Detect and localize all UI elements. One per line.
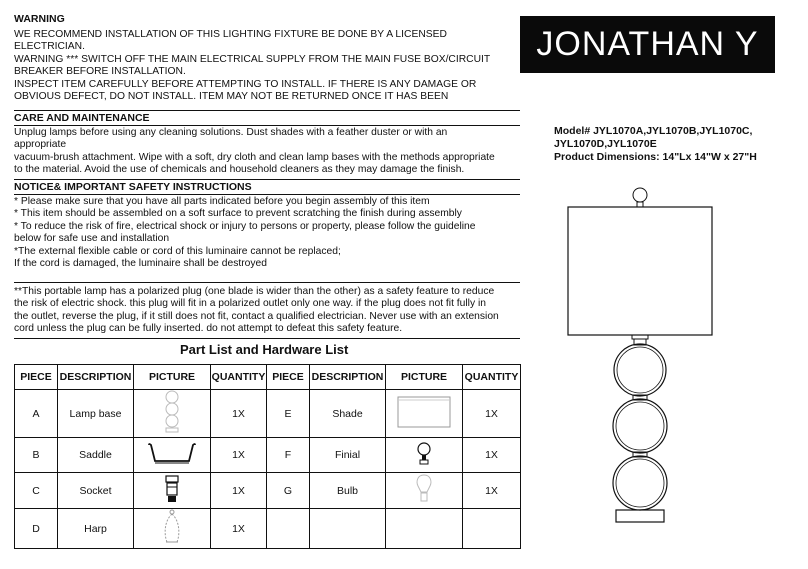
notice-title: NOTICE& IMPORTANT SAFETY INSTRUCTIONS	[14, 181, 252, 193]
picture-cell	[386, 438, 463, 473]
col-header-quantity: QUANTITY	[463, 365, 521, 390]
description-cell: Socket	[58, 473, 134, 509]
piece-cell: F	[267, 438, 310, 473]
plug-line: the risk of electric shock. this plug will fit in a polarized outlet only one way. if the plug does not fit fully in	[14, 298, 486, 310]
table-header-row	[15, 365, 521, 390]
warning-body	[14, 29, 520, 103]
picture-cell	[134, 438, 211, 473]
bulb-icon	[414, 473, 434, 505]
picture-cell	[134, 390, 211, 438]
col-header-description: DESCRIPTION	[310, 365, 386, 390]
warning-line: WE RECOMMEND INSTALLATION OF THIS LIGHTING FIXTURE BE DONE BY A LICENSED	[14, 29, 447, 40]
col-header-picture: PICTURE	[386, 365, 463, 390]
quantity-cell: 1X	[463, 438, 521, 473]
notice-line: * To reduce the risk of fire, electrical shock or injury to persons or property, please follow the guideline	[14, 220, 476, 232]
col-header-quantity: QUANTITY	[211, 365, 267, 390]
plug-notice	[14, 286, 520, 336]
piece-cell: E	[267, 390, 310, 438]
picture-cell	[134, 509, 211, 549]
care-body	[14, 127, 520, 177]
care-line: appropriate	[14, 139, 67, 151]
piece-cell: B	[15, 438, 58, 473]
product-dimensions: Product Dimensions: 14"Lx 14"W x 27"H	[554, 151, 757, 163]
divider	[14, 125, 520, 126]
care-line: vacuum-brush attachment. Wipe with a soft, dry cloth and clean lamp bases with the methods appropriate	[14, 151, 495, 163]
piece-cell: D	[15, 509, 58, 549]
model-number: Model# JYL1070A,JYL1070B,JYL1070C,	[554, 125, 753, 137]
quantity-cell: 1X	[211, 473, 267, 509]
warning-line: OBVIOUS DEFECT, DO NOT INSTALL. ITEM MAY NOT BE RETURNED ONCE IT HAS BEEN	[14, 91, 449, 103]
warning-line: ELECTRICIAN.	[14, 41, 85, 53]
notice-line: below for safe use and installation	[14, 233, 170, 245]
table-row	[15, 473, 521, 509]
description-cell: Harp	[58, 509, 134, 549]
notice-line: If the cord is damaged, the luminaire shall be destroyed	[14, 258, 267, 270]
quantity-cell: 1X	[463, 390, 521, 438]
quantity-cell: 1X	[211, 509, 267, 549]
picture-cell	[386, 509, 463, 549]
care-line: Unplug lamps before using any cleaning solutions. Dust shades with a feather duster or with an	[14, 127, 448, 138]
lamp-illustration	[560, 186, 720, 526]
warning-line: INSPECT ITEM CAREFULLY BEFORE ATTEMPTING TO INSTALL. IF THERE IS ANY DAMAGE OR	[14, 78, 477, 90]
table-row	[15, 438, 521, 473]
description-cell: Lamp base	[58, 390, 134, 438]
description-cell: Bulb	[310, 473, 386, 509]
col-header-picture: PICTURE	[134, 365, 211, 390]
notice-body	[14, 196, 520, 270]
product-info	[554, 125, 757, 164]
description-cell: Finial	[310, 438, 386, 473]
warning-line: WARNING *** SWITCH OFF THE MAIN ELECTRICAL SUPPLY FROM THE MAIN FUSE BOX/CIRCUIT	[14, 53, 491, 65]
parts-table	[14, 364, 521, 549]
saddle-icon	[145, 441, 199, 467]
care-line: to the material. Avoid the use of chemicals and household cleaners as they may damage the finish.	[14, 164, 465, 176]
divider	[14, 179, 520, 180]
brand-logo: JONATHAN Y	[520, 16, 775, 73]
lamp-base-icon	[161, 390, 183, 434]
picture-cell	[134, 473, 211, 509]
notice-line: * Please make sure that you have all parts indicated before you begin assembly of this item	[14, 196, 430, 207]
parts-list-title: Part List and Hardware List	[180, 342, 349, 357]
notice-line: * This item should be assembled on a soft surface to prevent scratching the finish during assembly	[14, 208, 462, 220]
finial-icon	[416, 441, 432, 467]
piece-cell: C	[15, 473, 58, 509]
quantity-cell: 1X	[211, 390, 267, 438]
description-cell: Saddle	[58, 438, 134, 473]
divider	[14, 282, 520, 283]
socket-icon	[164, 474, 180, 504]
piece-cell	[267, 509, 310, 549]
plug-line: the outlet, reverse the plug, if it still does not fit, contact a qualified electrician. Never use with an extension	[14, 310, 499, 322]
col-header-description: DESCRIPTION	[58, 365, 134, 390]
quantity-cell	[463, 509, 521, 549]
divider	[14, 110, 520, 111]
table-row	[15, 509, 521, 549]
harp-icon	[161, 509, 183, 545]
plug-line: cord unless the plug can be fully inserted. do not attempt to defeat this safety feature.	[14, 323, 403, 335]
quantity-cell: 1X	[211, 438, 267, 473]
divider	[14, 338, 520, 339]
col-header-piece: PIECE	[15, 365, 58, 390]
piece-cell: A	[15, 390, 58, 438]
description-cell	[310, 509, 386, 549]
model-number-continued: JYL1070D,JYL1070E	[554, 138, 657, 150]
quantity-cell: 1X	[463, 473, 521, 509]
shade-icon	[396, 394, 452, 430]
warning-line: BREAKER BEFORE INSTALLATION.	[14, 66, 186, 78]
picture-cell	[386, 473, 463, 509]
plug-line: **This portable lamp has a polarized plug (one blade is wider than the other) as a safety feature to reduce	[14, 286, 495, 297]
picture-cell	[386, 390, 463, 438]
notice-line: *The external flexible cable or cord of this luminaire cannot be replaced;	[14, 245, 341, 257]
col-header-piece: PIECE	[267, 365, 310, 390]
divider	[14, 194, 520, 195]
description-cell: Shade	[310, 390, 386, 438]
warning-title: WARNING	[14, 13, 65, 25]
table-row	[15, 390, 521, 438]
care-title: CARE AND MAINTENANCE	[14, 112, 150, 124]
piece-cell: G	[267, 473, 310, 509]
